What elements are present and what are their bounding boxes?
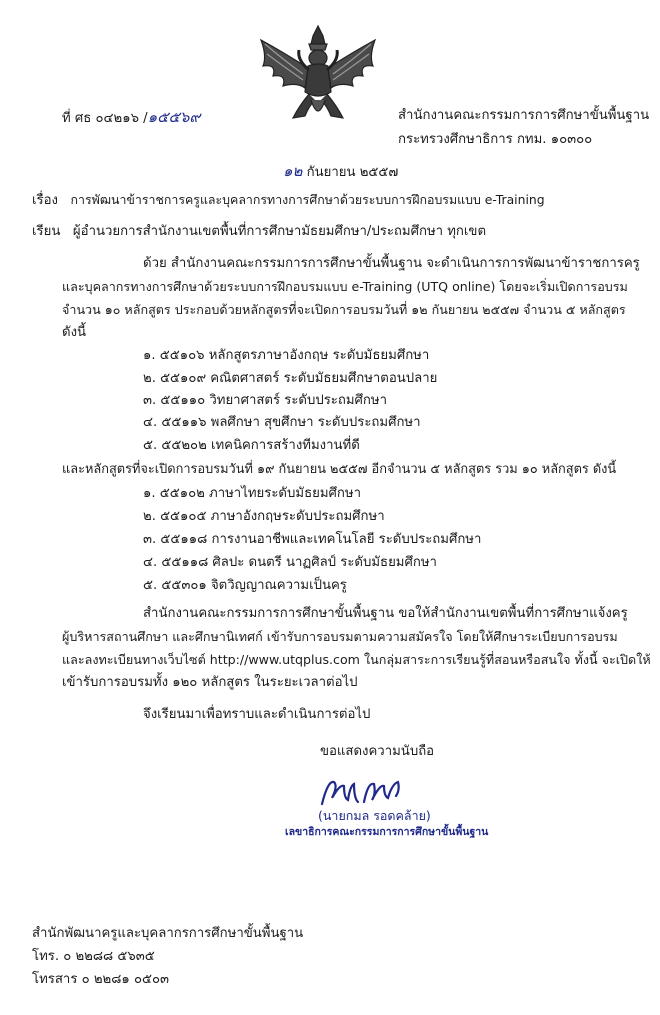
closing-request: จึงเรียนมาเพื่อทราบและดำเนินการต่อไป bbox=[143, 707, 371, 722]
course-list-item: ๕. ๕๕๒๐๒ เทคนิคการสร้างทีมงานที่ดี bbox=[143, 438, 360, 453]
subject-label: เรื่อง bbox=[32, 193, 58, 208]
recipient-line bbox=[32, 224, 486, 241]
subject-line bbox=[32, 192, 545, 210]
reference-prefix: ที่ ศธ ๐๔๒๑๖ / bbox=[62, 111, 148, 126]
footer-phone: โทร. ๐ ๒๒๘๘ ๕๖๓๕ bbox=[32, 949, 155, 964]
course-list-item: ๒. ๕๕๑๐๕ ภาษาอังกฤษระดับประถมศึกษา bbox=[143, 509, 385, 524]
date-day-handwritten: ๑๒ bbox=[283, 162, 303, 180]
para2-line1: สำนักงานคณะกรรมการการศึกษาขั้นพื้นฐาน ขอให้สำนักงานเขตพื้นที่การศึกษาแจ้งครู bbox=[143, 606, 628, 621]
para2-line2: ผู้บริหารสถานศึกษา และศึกษานิเทศก์ เข้ารับการอบรมตามความสมัครใจ โดยให้ศึกษาระเบียบการอบรม bbox=[62, 629, 618, 644]
footer-fax: โทรสาร ๐ ๒๒๘๑ ๐๕๐๓ bbox=[32, 972, 170, 987]
handwritten-signature bbox=[318, 776, 406, 810]
date-month-year: กันยายน ๒๕๕๗ bbox=[306, 165, 399, 180]
course-list-item: ๕. ๕๕๓๐๑ จิตวิญญาณความเป็นครู bbox=[143, 578, 347, 593]
course-list-item: ๓. ๕๕๑๑๘ การงานอาชีพและเทคโนโลยี ระดับประถมศึกษา bbox=[143, 532, 482, 547]
subject-text: การพัฒนาข้าราชการครูและบุคลากรทางการศึกษาด้วยระบบการฝึกอบรมแบบ e-Training bbox=[70, 192, 545, 207]
signer-name: (นายกมล รอดคล้าย) bbox=[318, 808, 431, 823]
group2-intro: และหลักสูตรที่จะเปิดการอบรมวันที่ ๑๙ กันยายน ๒๕๕๗ อีกจำนวน ๕ หลักสูตร รวม ๑๐ หลักสูตร ดังนี้ bbox=[62, 462, 617, 477]
signer-title: เลขาธิการคณะกรรมการการศึกษาขั้นพื้นฐาน bbox=[285, 826, 489, 838]
para2-line4: เข้ารับการอบรมทั้ง ๑๒๐ หลักสูตร ในระยะเวลาต่อไป bbox=[62, 675, 358, 690]
para1-line4: ดังนี้ bbox=[62, 325, 87, 340]
course-list-item: ๔. ๕๕๑๑๖ พลศึกษา สุขศึกษา ระดับประถมศึกษา bbox=[143, 415, 421, 430]
course-list-item: ๒. ๕๕๑๐๙ คณิตศาสตร์ ระดับมัธยมศึกษาตอนปลาย bbox=[143, 371, 438, 386]
para1-line1: ด้วย สำนักงานคณะกรรมการการศึกษาขั้นพื้นฐาน จะดำเนินการการพัฒนาข้าราชการครู bbox=[143, 256, 640, 271]
reference-handwritten-number: ๑๕๕๖๙ bbox=[147, 108, 201, 126]
reference-number bbox=[62, 108, 200, 128]
footer-office: สำนักพัฒนาครูและบุคลากรการศึกษาขั้นพื้นฐาน bbox=[32, 926, 304, 941]
garuda-emblem bbox=[253, 22, 383, 127]
sender-org-line2: กระทรวงศึกษาธิการ กทม. ๑๐๓๐๐ bbox=[398, 132, 593, 147]
course-list-item: ๑. ๕๕๑๐๒ ภาษาไทยระดับมัธยมศึกษา bbox=[143, 486, 361, 501]
recipient-label: เรียน bbox=[32, 224, 61, 239]
course-list-item: ๔. ๕๕๑๑๘ ศิลปะ ดนตรี นาฏศิลป์ ระดับมัธยมศึกษา bbox=[143, 555, 437, 570]
course-list-item: ๓. ๕๕๑๑๐ วิทยาศาสตร์ ระดับประถมศึกษา bbox=[143, 393, 388, 408]
para1-line3: จำนวน ๑๐ หลักสูตร ประกอบด้วยหลักสูตรที่จะเปิดการอบรมวันที่ ๑๒ กันยายน ๒๕๕๗ จำนวน ๕ หลักสูตร bbox=[62, 302, 626, 317]
sender-org-line1: สำนักงานคณะกรรมการการศึกษาขั้นพื้นฐาน bbox=[398, 108, 650, 123]
recipient-text: ผู้อำนวยการสำนักงานเขตพื้นที่การศึกษามัธยมศึกษา/ประถมศึกษา ทุกเขต bbox=[72, 224, 487, 239]
course-list-item: ๑. ๕๕๑๐๖ หลักสูตรภาษาอังกฤษ ระดับมัธยมศึกษา bbox=[143, 348, 430, 363]
letter-date bbox=[283, 162, 398, 182]
salutation: ขอแสดงความนับถือ bbox=[320, 744, 435, 759]
para2-line3: และลงทะเบียนทางเว็บไซต์ http://www.utqplus.com ในกลุ่มสาระการเรียนรู้ที่สอนหรือสนใจ ทั้งนี้ จะเปิดให้ bbox=[62, 652, 651, 667]
para1-line2: และบุคลากรทางการศึกษาด้วยระบบการฝึกอบรมแบบ e-Training (UTQ online) โดยจะเริ่มเปิดการอบรม bbox=[62, 279, 628, 294]
